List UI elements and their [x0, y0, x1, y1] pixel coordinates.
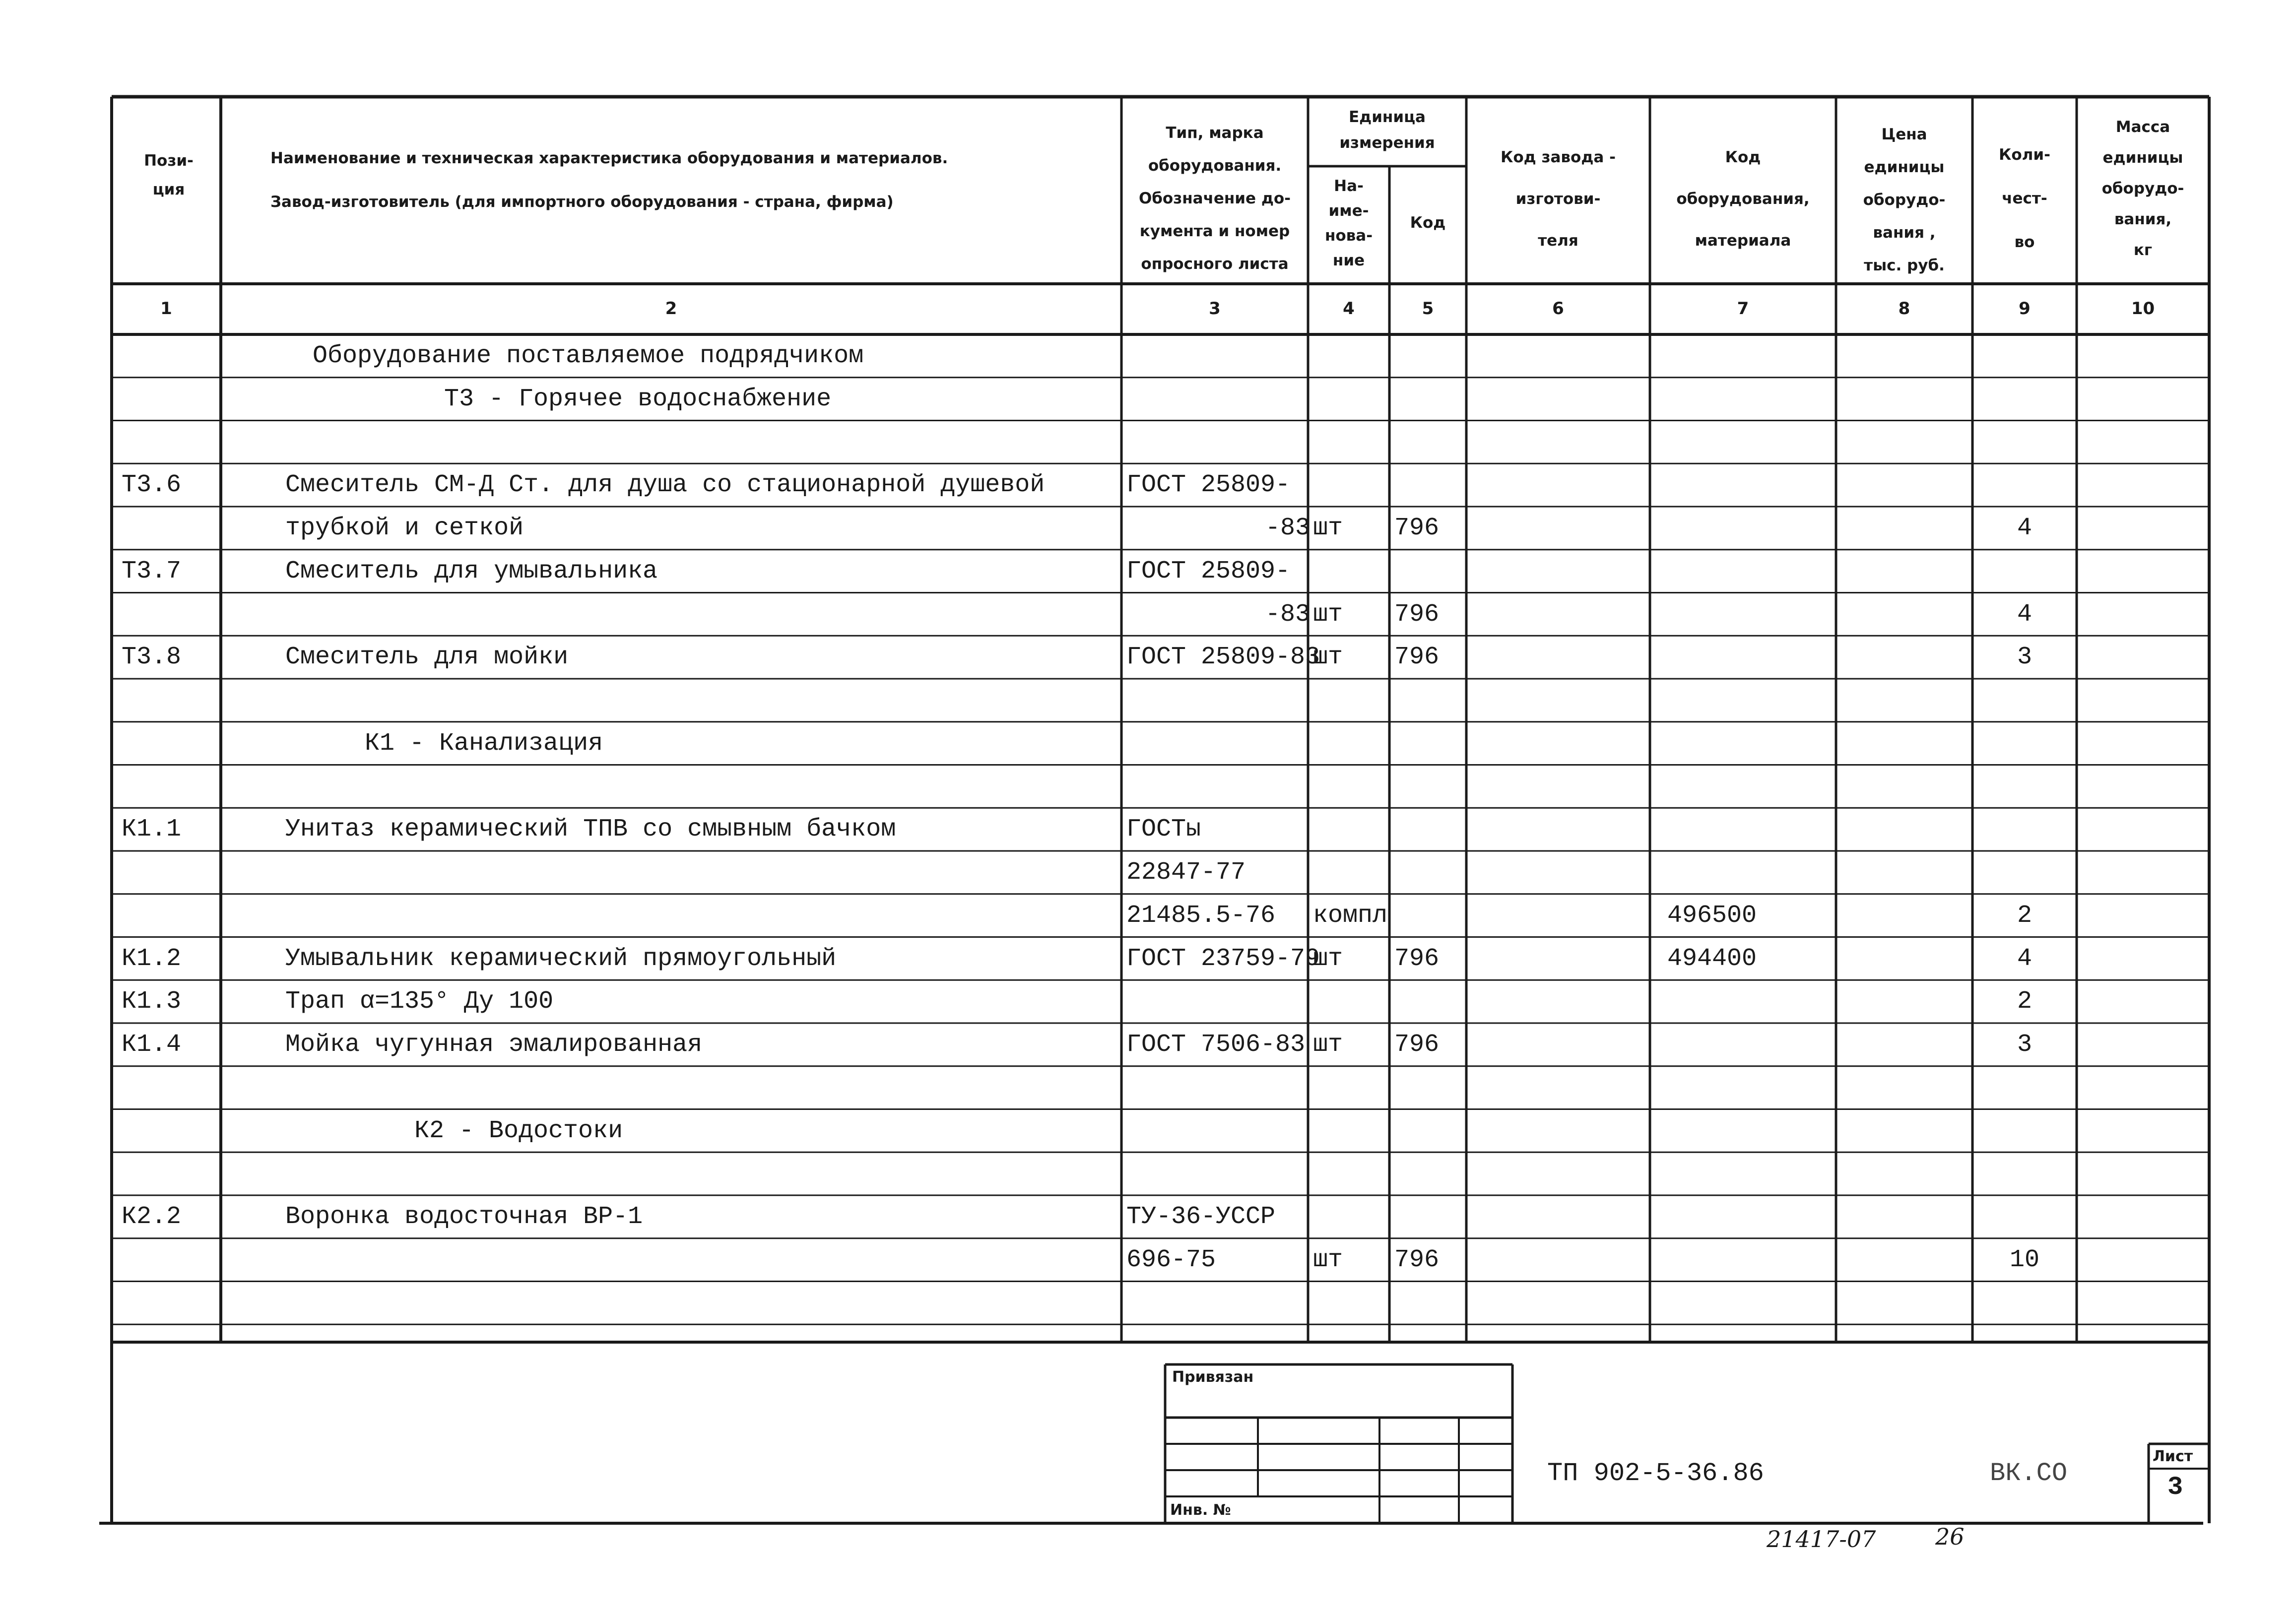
stamp-section: ВК.СО	[1990, 1459, 2068, 1488]
row-name: К2 - Водостоки	[414, 1116, 623, 1145]
column-number: 1	[160, 299, 172, 319]
column-number: 7	[1737, 299, 1749, 319]
row-document: ГОСТ 25809-	[1126, 471, 1291, 500]
row-position: К1.3	[122, 987, 182, 1016]
row-quantity: 4	[2017, 600, 2032, 629]
row-position: Т3.7	[122, 557, 182, 585]
row-name: Трап α=135° Ду 100	[285, 987, 554, 1016]
column-number: 2	[665, 299, 677, 319]
row-document: 22847-77	[1126, 858, 1246, 887]
header-col7: Код оборудования, материала	[1676, 148, 1810, 250]
row-quantity: 2	[2017, 901, 2032, 930]
header-col10: Масса единицы оборудо- вания, кг	[2101, 118, 2184, 259]
row-name: Смеситель для умывальника	[285, 557, 658, 585]
row-document: ГОСТ 25809-83	[1126, 643, 1320, 672]
row-unit-name: шт	[1313, 944, 1343, 973]
column-number: 6	[1552, 299, 1564, 319]
stamp-privyazan-label: Привязан	[1172, 1368, 1254, 1386]
row-document: -83	[1265, 600, 1310, 629]
row-quantity: 4	[2017, 514, 2032, 542]
header-col1: Пози- ция	[144, 152, 194, 198]
header-unit-group: Единица измерения	[1339, 108, 1435, 152]
row-name: Умывальник керамический прямоугольный	[285, 944, 837, 973]
column-number: 3	[1209, 299, 1221, 319]
header-col8: Цена единицы оборудо- вания , тыс. руб.	[1863, 126, 1946, 274]
row-unit-code: 796	[1394, 944, 1440, 973]
row-name: Смеситель СМ-Д Ст. для душа со стационарной душевой	[285, 471, 1045, 500]
row-name: Унитаз керамический ТПВ со смывным бачком	[285, 815, 896, 844]
column-number: 4	[1343, 299, 1355, 319]
row-name: Т3 - Горячее водоснабжение	[444, 385, 832, 413]
row-unit-code: 796	[1394, 600, 1440, 629]
row-unit-name: шт	[1313, 1031, 1343, 1059]
row-position: К2.2	[122, 1203, 182, 1231]
row-equipment-code: 496500	[1667, 901, 1757, 930]
row-name: Смеситель для мойки	[285, 643, 569, 672]
row-unit-name: компл	[1313, 901, 1388, 930]
row-position: Т3.6	[122, 471, 182, 500]
row-name: Воронка водосточная ВР-1	[285, 1203, 643, 1231]
row-unit-name: шт	[1313, 514, 1343, 542]
row-quantity: 10	[2009, 1245, 2039, 1274]
stamp-sheet-label: Лист	[2153, 1448, 2193, 1465]
stamp-doc-code: ТП 902-5-36.86	[1547, 1459, 1764, 1488]
row-document: ГОСТ 25809-	[1126, 557, 1291, 585]
row-name: Мойка чугунная эмалированная	[285, 1031, 703, 1059]
row-quantity: 2	[2017, 987, 2032, 1016]
row-document: ГОСТ 7506-83	[1126, 1031, 1306, 1059]
column-number: 10	[2131, 299, 2155, 319]
row-quantity: 3	[2017, 1031, 2032, 1059]
stamp-inv-label: Инв. №	[1170, 1501, 1231, 1519]
row-name: К1 - Канализация	[365, 729, 603, 758]
row-position: К1.4	[122, 1031, 182, 1059]
row-document: ТУ-36-УССР	[1126, 1203, 1276, 1231]
archive-page: 26	[1935, 1523, 1965, 1550]
row-name: Оборудование поставляемое подрядчиком	[313, 342, 864, 370]
row-unit-name: шт	[1313, 643, 1343, 672]
row-unit-code: 796	[1394, 643, 1440, 672]
column-number: 5	[1422, 299, 1434, 319]
header-col9: Коли- чест- во	[1999, 146, 2050, 251]
row-quantity: 4	[2017, 944, 2032, 973]
header-col4: На- име- нова- ние	[1324, 177, 1373, 269]
stamp-sheet-number: 3	[2167, 1473, 2183, 1502]
row-document: ГОСТ 23759-79	[1126, 944, 1320, 973]
row-position: Т3.8	[122, 643, 182, 672]
row-position: К1.2	[122, 944, 182, 973]
column-number: 8	[1898, 299, 1910, 319]
row-unit-code: 796	[1394, 514, 1440, 542]
row-document: -83	[1265, 514, 1310, 542]
header-col3: Тип, марка оборудования. Обозначение до- кумента и номер опросного листа	[1138, 124, 1291, 273]
row-unit-code: 796	[1394, 1245, 1440, 1274]
header-col2: Наименование и техническая характеристика оборудования и материалов. Завод-изготовитель (для импортного оборудования - страна, фирма)	[270, 149, 948, 211]
column-number: 9	[2019, 299, 2031, 319]
row-unit-name: шт	[1313, 600, 1343, 629]
row-name: трубкой и сеткой	[285, 514, 524, 542]
row-quantity: 3	[2017, 643, 2032, 672]
row-document: 21485.5-76	[1126, 901, 1276, 930]
row-position: К1.1	[122, 815, 182, 844]
row-document: 696-75	[1126, 1245, 1216, 1274]
row-equipment-code: 494400	[1667, 944, 1757, 973]
row-document: ГОСТы	[1126, 815, 1201, 844]
row-unit-name: шт	[1313, 1245, 1343, 1274]
row-unit-code: 796	[1394, 1031, 1440, 1059]
header-col5: Код	[1410, 214, 1446, 232]
header-col6: Код завода - изготови- теля	[1501, 148, 1616, 250]
archive-number: 21417-07	[1767, 1526, 1876, 1553]
